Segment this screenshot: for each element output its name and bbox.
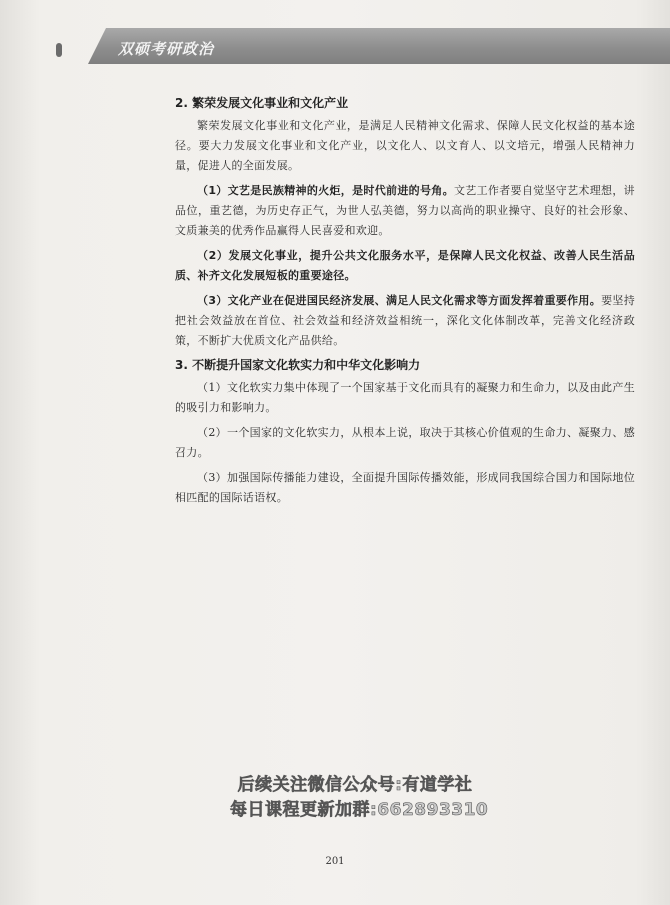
- paragraph: [175, 246, 635, 286]
- page-number: 201: [325, 856, 345, 867]
- paragraph: [175, 291, 635, 351]
- paragraph: [175, 423, 635, 463]
- paragraph-bold: （2）发展文化事业，提升公共文化服务水平，是保障人民文化权益、改善人民生活品质、补齐文化发展短板的重要途径。: [175, 249, 635, 282]
- paragraph: [175, 468, 635, 508]
- section-heading: 2. 繁荣发展文化事业和文化产业: [175, 96, 349, 110]
- paragraph-text: （1）文化软实力集中体现了一个国家基于文化而具有的凝聚力和生命力，以及由此产生的吸引力和影响力。: [175, 381, 635, 414]
- watermark-line-2: 每日课程更新加群:662893310: [230, 800, 489, 820]
- paragraph: [175, 378, 635, 418]
- section-heading: 3. 不断提升国家文化软实力和中华文化影响力: [175, 358, 421, 372]
- paragraph-text: （3）加强国际传播能力建设，全面提升国际传播效能，形成同我国综合国力和国际地位相匹配的国际话语权。: [175, 471, 635, 504]
- paragraph-text: （2）一个国家的文化软实力，从根本上说，取决于其核心价值观的生命力、凝聚力、感召力。: [175, 426, 635, 459]
- paragraph: [175, 181, 635, 241]
- paragraph-bold: （1）文艺是民族精神的火炬，是时代前进的号角。: [197, 184, 454, 197]
- paragraph: [175, 116, 635, 176]
- paragraph-text: 文艺工作者要自觉坚守艺术理想，讲品位，重艺德，为历史存正气，为世人弘美德，努力以高尚的职业操守、良好的社会形象、文质兼美的优秀作品赢得人民喜爱和欢迎。: [175, 184, 635, 237]
- header-title: 双硕考研政治: [118, 40, 215, 58]
- watermark-line-1: 后续关注微信公众号:有道学社: [237, 775, 473, 795]
- page-content: [175, 94, 635, 509]
- binding-mark: [56, 43, 62, 57]
- paragraph-bold: （3）文化产业在促进国民经济发展、满足人民文化需求等方面发挥着重要作用。: [197, 294, 602, 307]
- paragraph-text: 要坚持把社会效益放在首位、社会效益和经济效益相统一，深化文化体制改革，完善文化经济政策，不断扩大优质文化产品供给。: [175, 294, 635, 347]
- paragraph-text: 繁荣发展文化事业和文化产业，是满足人民精神文化需求、保障人民文化权益的基本途径。要大力发展文化事业和文化产业，以文化人、以文育人、以文培元，增强人民精神力量，促进人的全面发展。: [175, 119, 635, 172]
